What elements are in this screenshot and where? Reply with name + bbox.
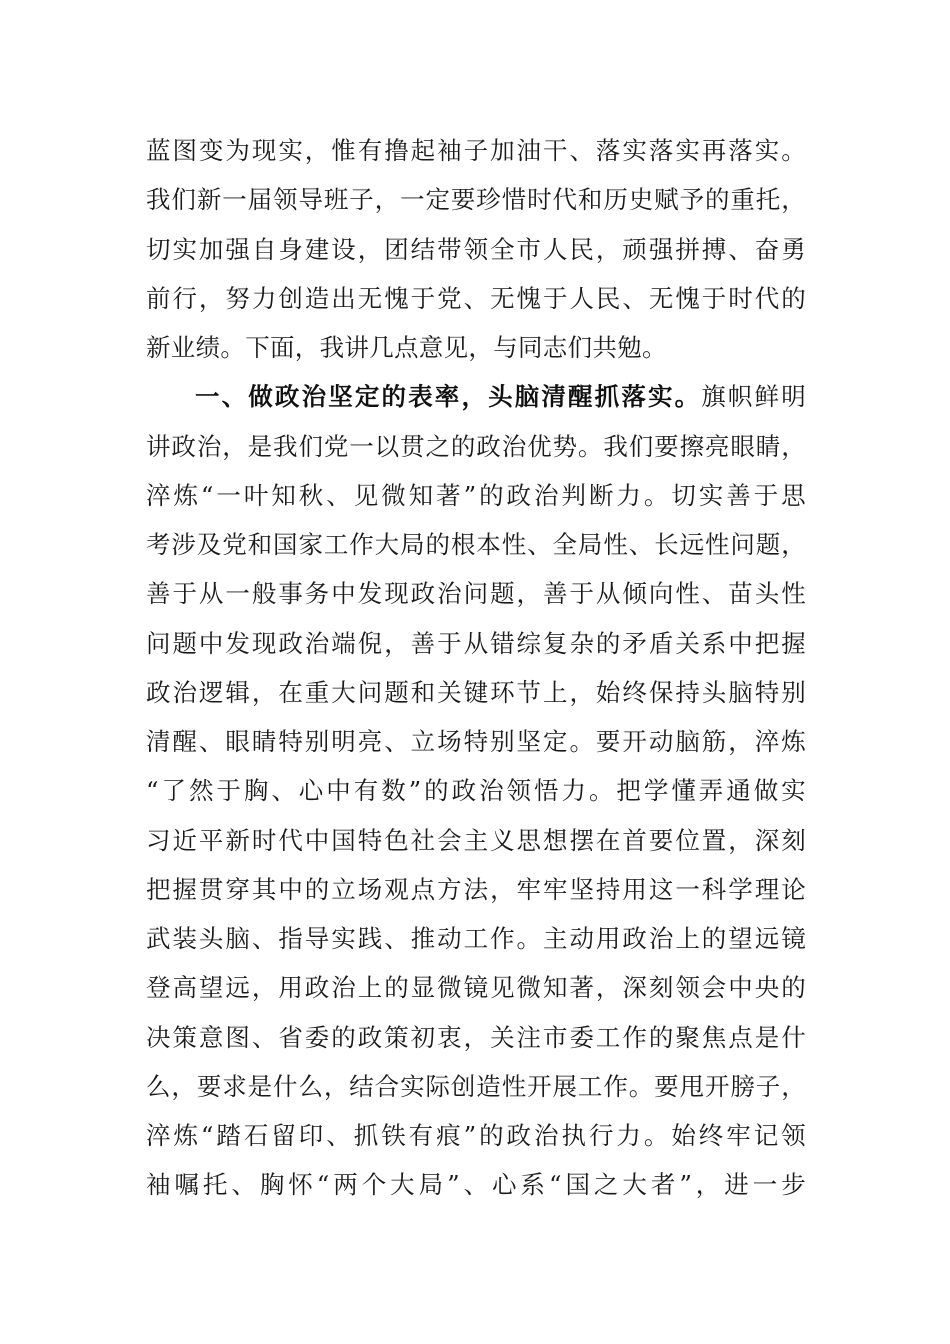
text-line: 问题中发现政治端倪，善于从错综复杂的矛盾关系中把握 [146,628,806,658]
text-line: 新业绩。下面，我讲几点意见，与同志们共勉。 [146,333,667,362]
text-line: 习近平新时代中国特色社会主义思想摆在首要位置，深刻 [146,825,806,855]
text-line: 么，要求是什么，结合实际创造性开展工作。要甩开膀子， [146,1071,806,1101]
text-line: 武装头脑、指导实践、推动工作。主动用政治上的望远镜 [146,924,806,953]
text-line: 袖嘱托、胸怀“两个大局”、心系“国之大者”，进一步 [146,1170,806,1200]
section-heading-line [146,372,806,421]
section-heading: 一、做政治坚定的表率，头脑清醒抓落实。 [195,382,702,412]
document-body [146,126,806,1210]
text-line: 善于从一般事务中发现政治问题，善于从倾向性、苗头性 [146,579,806,609]
text-line: 我们新一届领导班子，一定要珍惜时代和历史赋予的重托， [146,185,806,215]
text-line: 淬炼“踏石留印、抓铁有痕”的政治执行力。始终牢记领 [146,1121,806,1150]
text-line: 清醒、眼睛特别明亮、立场特别坚定。要开动脑筋，淬炼 [146,727,806,756]
text-line: 决策意图、省委的政策初衷，关注市委工作的聚焦点是什 [146,1022,806,1052]
text-line: 切实加强自身建设，团结带领全市人民，顽强拼搏、奋勇 [146,234,806,264]
text-line: 讲政治，是我们党一以贯之的政治优势。我们要擦亮眼睛， [146,431,806,461]
text-line: 把握贯穿其中的立场观点方法，牢牢坚持用这一科学理论 [146,874,806,904]
text-line: 前行，努力创造出无愧于党、无愧于人民、无愧于时代的 [146,283,806,313]
text-line: 蓝图变为现实，惟有撸起袖子加油干、落实落实再落实。 [146,136,806,165]
text-line: 政治逻辑，在重大问题和关键环节上，始终保持头脑特别 [146,677,806,707]
text-line: 登高望远，用政治上的显微镜见微知著，深刻领会中央的 [146,973,806,1003]
text-line: 淬炼“一叶知秋、见微知著”的政治判断力。切实善于思 [146,480,806,510]
text-run: 旗帜鲜明 [701,382,807,412]
text-line: 考涉及党和国家工作大局的根本性、全局性、长远性问题， [146,530,806,559]
text-line: “了然于胸、心中有数”的政治领悟力。把学懂弄通做实 [146,776,806,806]
